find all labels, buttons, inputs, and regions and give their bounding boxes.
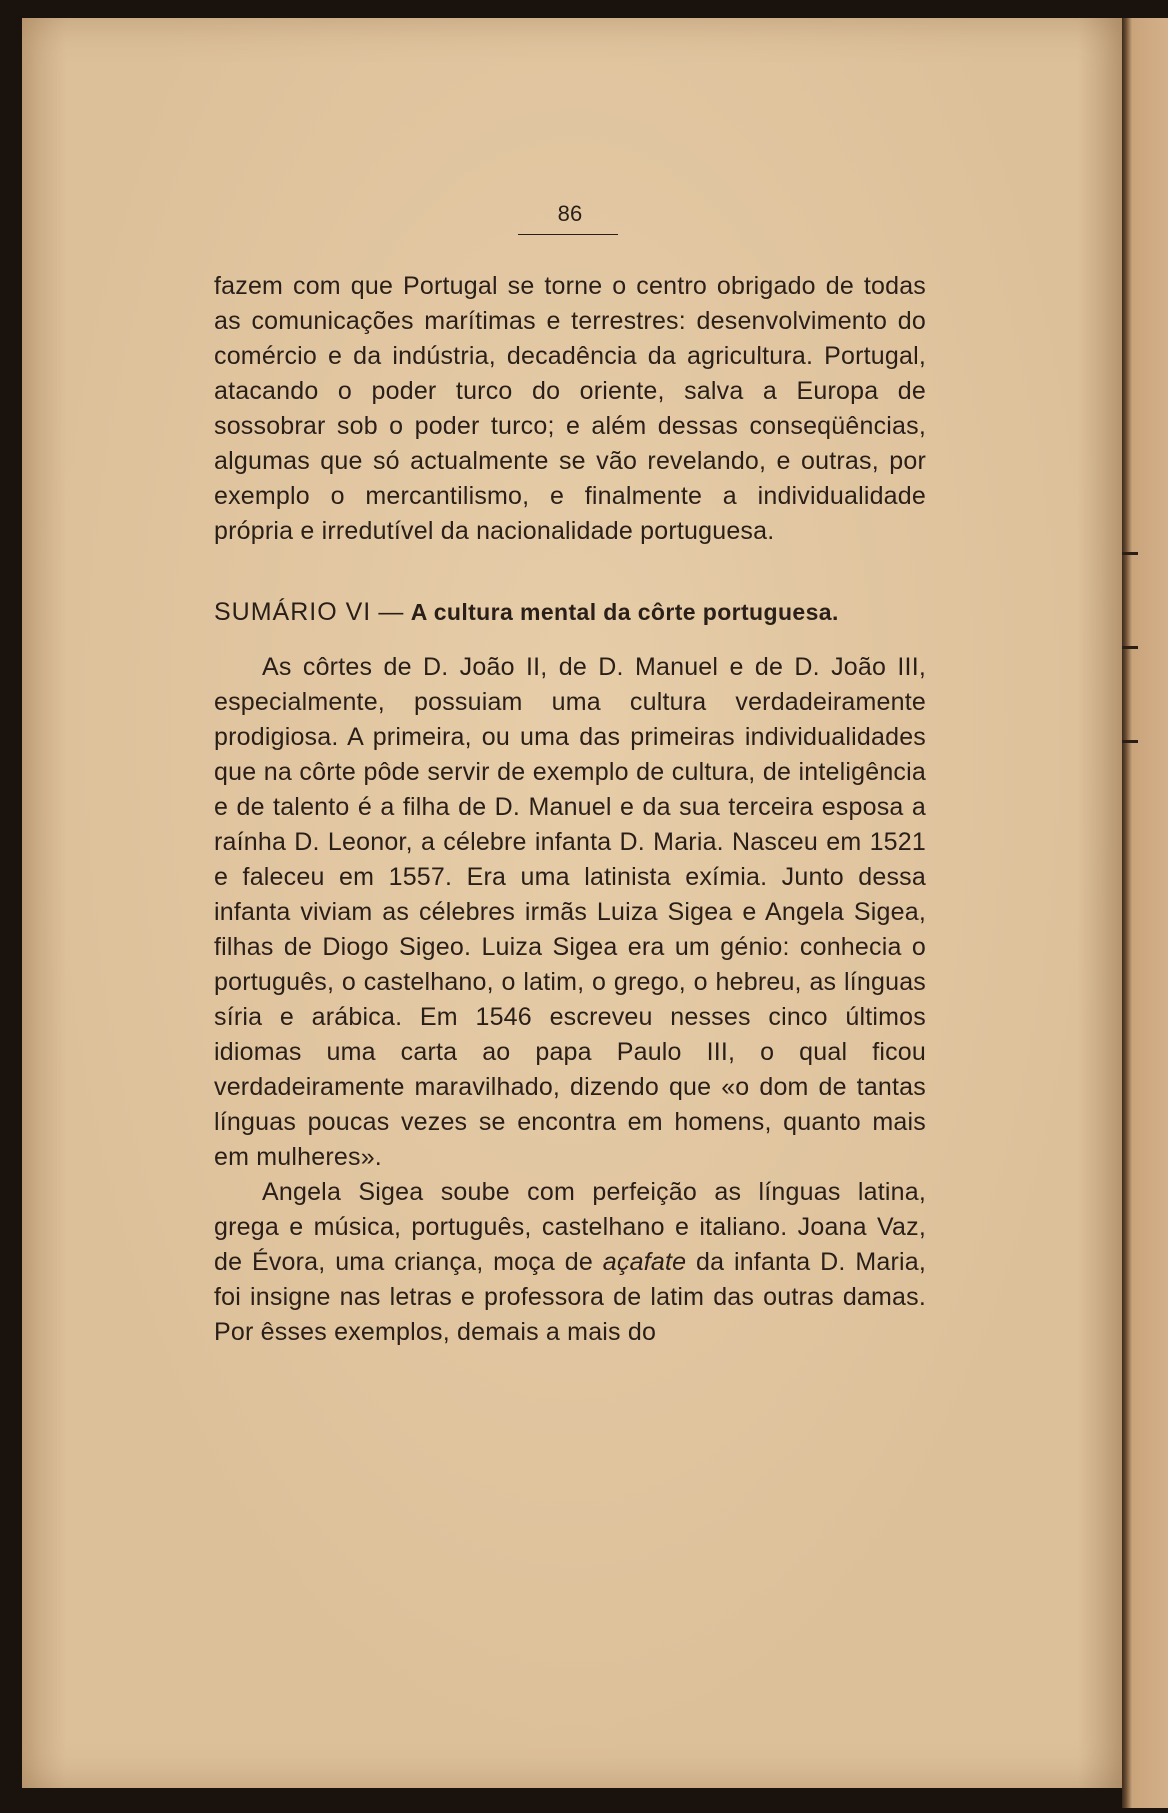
summary-dash: —	[371, 598, 411, 626]
adjacent-page-edge	[1122, 18, 1168, 1808]
summary-title: A cultura mental da côrte portuguesa.	[410, 599, 839, 625]
page-text-block	[214, 200, 926, 1350]
paragraph-opening: fazem com que Portugal se torne o centro obrigado de todas as comunicações marítimas e terrestres: desenvolvimento do comércio e da indústria, decadência da agricultura. Portugal, atacando o poder turco do oriente, salva a Europa de sossobrar sob o poder turco; e além dessas conseqüências, algumas que só actualmente se vão revelando, e outras, por exemplo o mercantilismo, e finalmente a individualidade própria e irredutível da nacionalidade portuguesa.	[214, 272, 926, 545]
section-heading	[214, 595, 926, 630]
paragraph-angela-sigea	[214, 1175, 926, 1350]
paragraph-text: Angela Sigea soube com perfeição as línguas latina, grega e música, português, castelhano e italiano. Joana Vaz, de Évora, uma criança, moça de	[214, 1178, 926, 1276]
italic-term: açafate	[602, 1248, 687, 1276]
paragraph-cortes: As côrtes de D. João II, de D. Manuel e de D. João III, especialmente, possuiam uma cultura verdadeiramente prodigiosa. A primeira, ou uma das primeiras individualidades que na côrte pôde servir de exemplo de cultura, de inteligência e de talento é a filha de D. Manuel e da sua terceira esposa a raínha D. Leonor, a célebre infanta D. Maria. Nasceu em 1521 e faleceu em 1557. Era uma latinista exímia. Junto dessa infanta viviam as célebres irmãs Luiza Sigea e Angela Sigea, filhas de Diogo Sigeo. Luiza Sigea era um génio: conhecia o português, o castelhano, o latim, o grego, o hebreu, as línguas síria e arábica. Em 1546 escreveu nesses cinco últimos idiomas uma carta ao papa Paulo III, o qual ficou verdadeiramente maravilhado, dizendo que «o dom de tantas línguas poucas vezes se encontra em homens, quanto mais em mulheres».	[214, 653, 926, 1171]
summary-label: SUMÁRIO VI	[214, 598, 372, 626]
page-number: 86	[557, 201, 583, 226]
page-number-rule	[518, 234, 618, 235]
paragraph-text: da infanta D. Maria, foi insigne nas letras e professora de latim das outras damas. Por êsses exemplos, demais a mais do	[214, 1248, 927, 1346]
